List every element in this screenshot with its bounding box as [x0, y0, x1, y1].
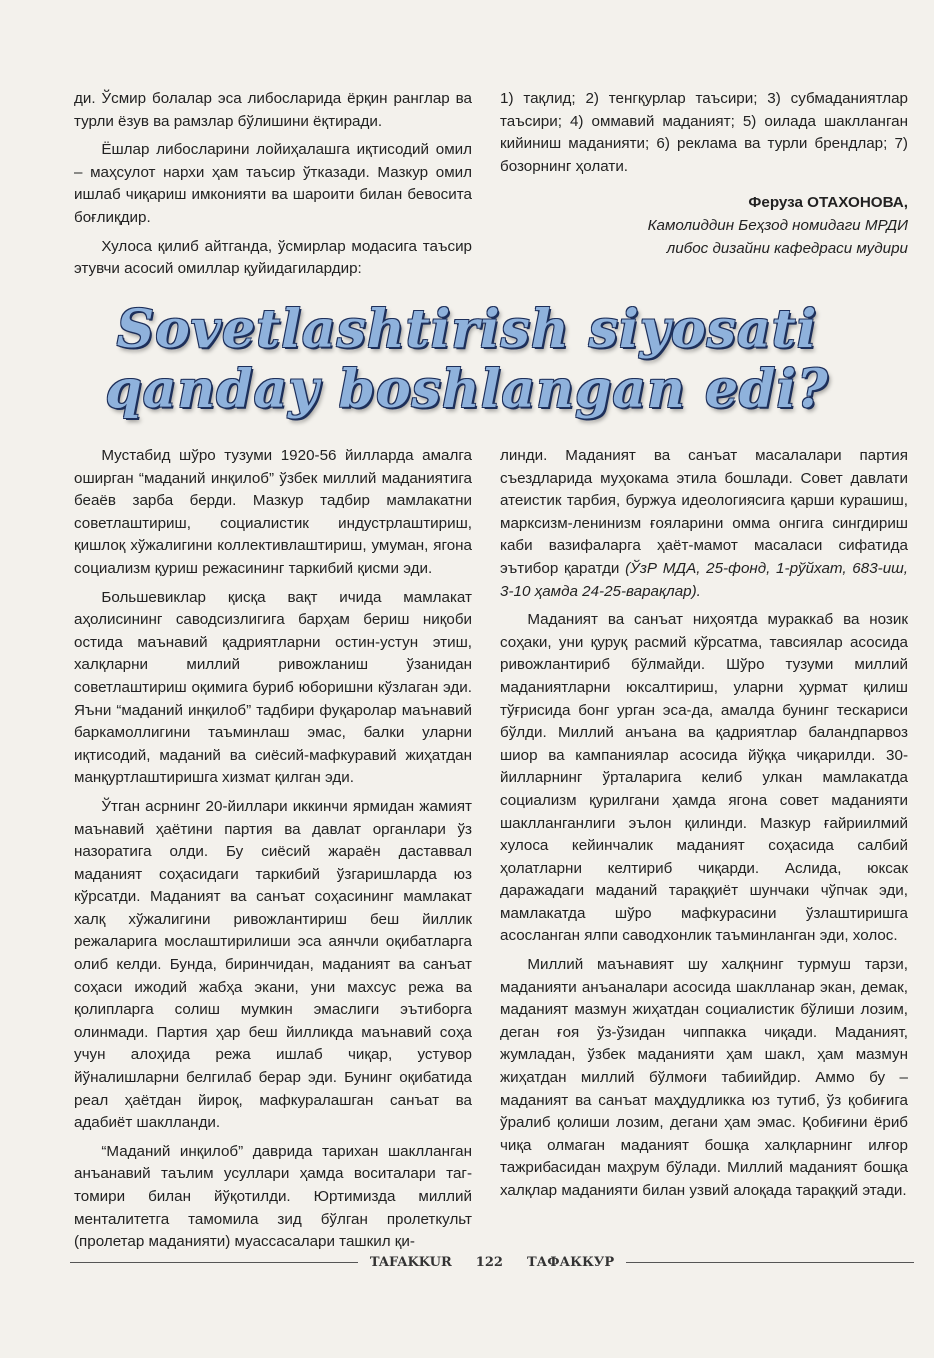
footer-magazine-latin: TAFAKKUR — [369, 1254, 452, 1270]
paragraph: Мустабид шўро тузуми 1920-56 йилларда амалга оширган “маданий инқилоб” ўзбек миллий маданиятига беаёв зарба берди. Мазкур тадбир мамлакатни советлаштириш, социалистик индустрлаштириш, қишлоқ хўжалигини коллективлаштириш, умуман, ягона социализм қуриш режасининг таркибий қисми эди. — [74, 447, 472, 577]
footer-rule-right — [626, 1262, 914, 1263]
author-affiliation: Камолиддин Беҳзод номидаги МРДИ — [647, 216, 908, 234]
article-headline — [60, 300, 874, 420]
column-bottom-right — [500, 445, 908, 1203]
paragraph: Ёшлар либосларини лойиҳалашга иқтисодий омил – маҳсулот нархи ҳам таъсир ўтказади. Мазкур омил ишлаб чиқариш имконияти ва шароити билан бевосита боғлиқдир. — [74, 141, 472, 226]
column-top-left — [74, 88, 472, 281]
paragraph: Миллий маънавият шу халқнинг турмуш тарзи, маданияти анъаналари асосида шаклланар экан, демак, маданият мазмун жиҳатдан социалистик бўлиши лозим, деган ғоя ўз-ўзидан чиппакка чиқади. Маданият, жумладан, ўзбек маданияти ҳам шакл, ҳам мазмун жиҳатдан миллий бўлмоғи табиийдир. Аммо бу – маданият ва санъат маҳдудликка юз тутиб, ўз қобиғига ўралиб қолиши лозим, дегани ҳам эмас. Қобиғини ёриб чиқа олмаган маданият бошқа халқларнинг илғор тажрибасидан маҳрум бўлади. Миллий маданият бошқа халқлар маданияти билан узвий алоқада тараққий этади. — [500, 956, 908, 1199]
paragraph — [500, 445, 908, 603]
author-block — [500, 192, 908, 260]
paragraph: Большевиклар қисқа вақт ичида мамлакат аҳолисининг саводсизлигига барҳам бериш ниқоби остида маънавий қадриятларни остин-устун этиш, халқларни миллий ривожланиш ўзанидан советлаштириш оқимига буриб юборишни кўзлаган эди. Яъни “маданий инқилоб” тадбири фуқаролар маънавий баркамоллигини таъминлаш эмас, балки уларни иқтисодий, маданий ва сиёсий-мафкуравий жиҳатдан манқуртлаштиришга хизмат қилган эди. — [74, 588, 472, 787]
footer-rule-left — [70, 1262, 358, 1263]
headline-line-2: qanday boshlangan edi? — [105, 359, 829, 420]
author-position: либос дизайни кафедраси мудири — [666, 239, 908, 257]
archive-reference: (ЎзР МДА, 25-фонд, 1-рўйхат, 683-иш, 3-10 ҳамда 24-25-варақлар). — [500, 559, 908, 600]
column-bottom-left — [74, 445, 472, 1254]
paragraph-text: линди. Маданият ва санъат масалалари партия съездларида муҳокама этила бошлади. Совет давлати атеистик тарбия, буржуа идеологиясига қарши курашиш, марксизм-ленинизм ғояларини омма онгига сингдириш каби вазифаларга ҳаёт-мамот масаласи сифатида эътибор қаратди — [500, 447, 908, 577]
footer-magazine-cyrillic: ТАФАККУР — [526, 1254, 615, 1270]
paragraph: Маданият ва санъат ниҳоятда мураккаб ва нозик соҳаки, уни қуруқ расмий кўрсатма, тавсиялар асосида ривожлантириб бўлмайди. Шўро тузуми миллий маданиятларни юксалтириш, уларни ҳурмат қилиш тўғрисида бонг урган эса-да, амалда бунинг тескариси бўлди. Миллий анъана ва қадриятлар баландпарвоз шиор ва кампаниялар асосида йўққа чиқарилди. 30-йилларнинг ўрталарига келиб улкан мамлакатда социализм қурилгани ҳамда ягона совет маданияти шаклланганлиги эълон қилинди. Мазкур ғайриилмий хулоса кейинчалик маданият соҳасида салбий ҳолатларни келтириб чиқарди. Аслида, юксак даражадаги маданий тараққиёт шунчаки чўпчак эди, мамлакатда шўро мафкурасини ўзлаштиришга асосланган ялпи саводхонлик таъминланган эди, холос. — [500, 611, 908, 945]
page-footer — [70, 1252, 914, 1272]
page-number: 122 — [475, 1254, 503, 1270]
paragraph: Ўтган асрнинг 20-йиллари иккинчи ярмидан жамият маънавий ҳаётини партия ва давлат органлари ўз назоратига олди. Бу сиёсий жараён даставвал маданият соҳасидаги таркибий ўзгаришларда юз кўрсатди. Маданият ва санъат соҳасининг мамлакат халқ хўжалигини ривожлантириш беш йиллик режаларига мослаштирилиши эса аянчли оқибатларга олиб келди. Бунда, биринчидан, маданият ва санъат соҳаси ижодий жабҳа экани, уни махсус режа ва қолипларга солиш мумкин эмаслиги эътиборга олинмади. Партия ҳар беш йилликда маънавий соҳа учун алоҳида режа ишлаб чиқар, устувор йўналишларни белгилаб берар эди. Бунинг оқибатида реал ҳаётдан йироқ, мафкуралашган санъат ва адабиёт шаклланди. — [74, 797, 472, 1132]
paragraph: 1) тақлид; 2) тенгқурлар таъсири; 3) субмаданиятлар таъсири; 4) оммавий маданият; 5) оилада шаклланган кийиниш маданияти; 6) реклама ва турли брендлар; 7) бозорнинг ҳолати. — [500, 90, 908, 175]
author-name: Феруза ОТАХОНОВА, — [748, 194, 908, 212]
paragraph: “Маданий инқилоб” даврида тарихан шаклланган анъанавий таълим усуллари ҳамда воситалари таг-томири билан йўқотилди. Юртимизда миллий менталитетга тамомила зид бўлган пролеткульт (пролетар маданияти) муассасалари ташкил қи- — [74, 1142, 472, 1251]
headline-line-1: Sovetlashtirish siyosati — [116, 299, 818, 360]
column-top-right — [500, 88, 908, 260]
paragraph: ди. Ўсмир болалар эса либосларида ёрқин ранглар ва турли ёзув ва рамзлар бўлишини ёқтиради. — [74, 90, 472, 130]
paragraph: Хулоса қилиб айтганда, ўсмирлар модасига таъсир этувчи асосий омиллар қуйидагилардир: — [74, 237, 472, 278]
